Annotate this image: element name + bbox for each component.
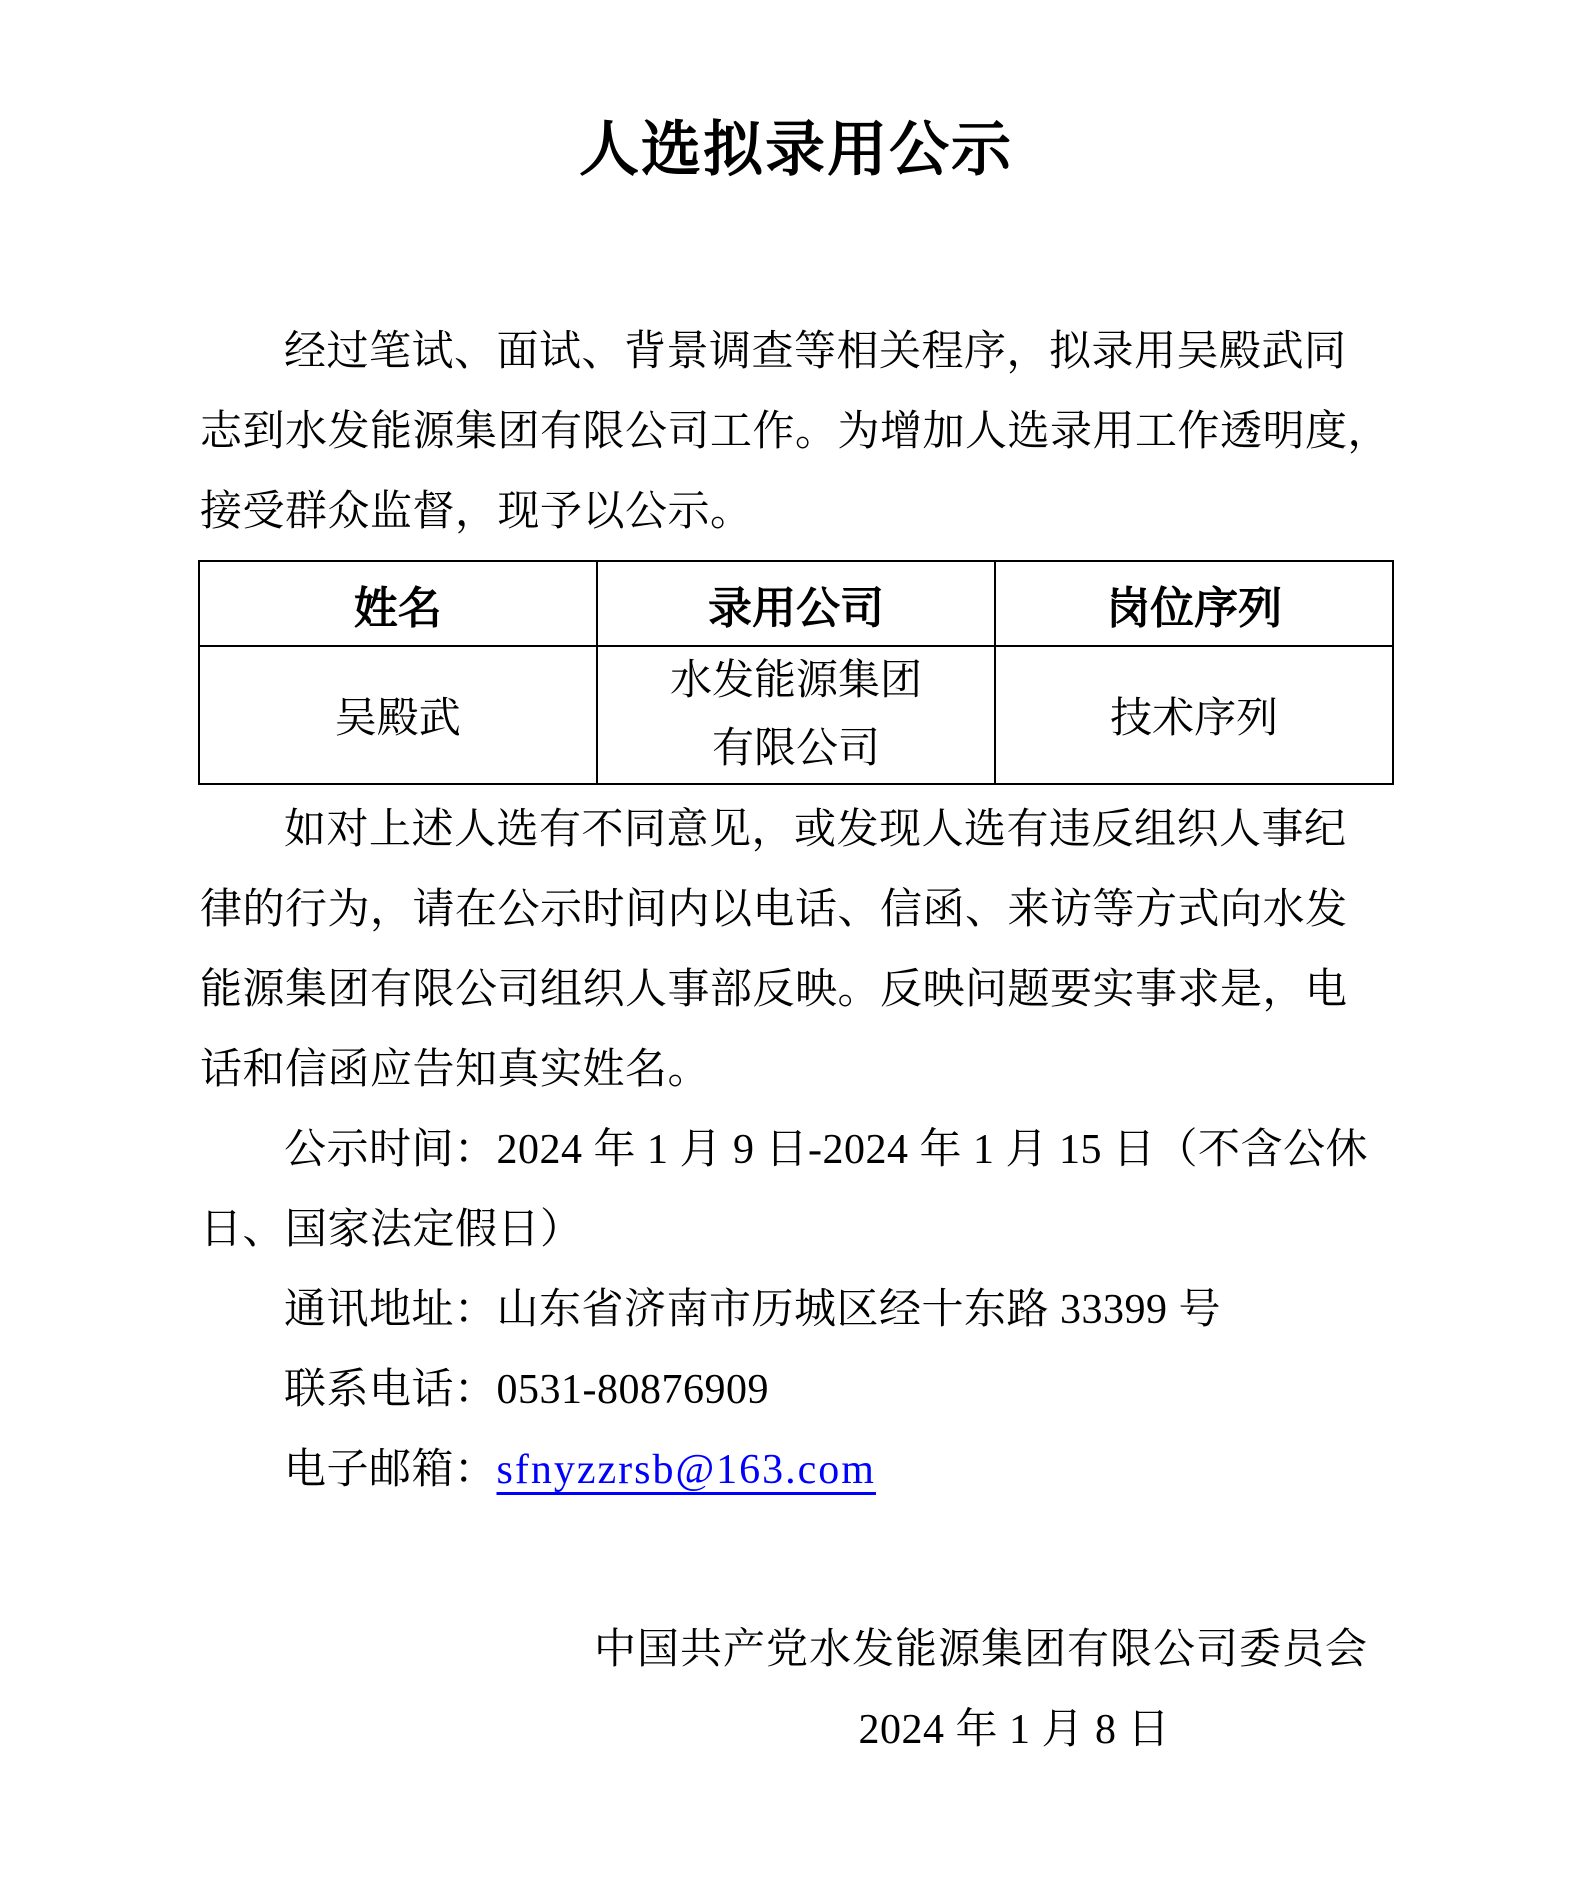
text-line: 日、国家法定假日） — [200, 1207, 583, 1253]
text-line: 能源集团有限公司组织人事部反映。反映问题要实事求是，电 — [200, 967, 1348, 1013]
text-line: 经过笔试、面试、背景调查等相关程序，拟录用吴殿武同 — [284, 329, 1347, 375]
email-label: 电子邮箱： — [284, 1447, 497, 1493]
text-line: 律的行为，请在公示时间内以电话、信函、来访等方式向水发 — [200, 887, 1348, 933]
header-position-series: 岗位序列 — [995, 561, 1393, 646]
paragraph-objection — [200, 790, 1392, 1110]
address-label: 通讯地址： — [284, 1287, 497, 1333]
cell-company — [597, 646, 996, 784]
phone-value: 0531-80876909 — [496, 1367, 770, 1413]
text-line: 如对上述人选有不同意见，或发现人选有违反组织人事纪 — [284, 807, 1347, 853]
cell-position-series: 技术序列 — [995, 646, 1393, 784]
contact-address-line — [200, 1270, 1392, 1350]
header-name: 姓名 — [199, 561, 597, 646]
contact-phone-line — [200, 1350, 1392, 1430]
text-line: 公示时间：2024 年 1 月 9 日-2024 年 1 月 15 日（不含公休 — [284, 1127, 1368, 1173]
phone-label: 联系电话： — [284, 1367, 497, 1413]
header-company: 录用公司 — [597, 561, 996, 646]
paragraph-publicity-period — [200, 1110, 1392, 1270]
candidate-table — [198, 560, 1394, 785]
signature-org: 中国共产党水发能源集团有限公司委员会 — [593, 1627, 1368, 1673]
address-value: 山东省济南市历城区经十东路 33399 号 — [496, 1287, 1222, 1333]
contact-email-line — [200, 1430, 1392, 1510]
signature-org-line — [200, 1610, 1392, 1690]
signature-date-line — [200, 1690, 1392, 1770]
table-header-row — [199, 561, 1393, 646]
signature-date: 2024 年 1 月 8 日 — [858, 1707, 1170, 1753]
email-link[interactable]: sfnyzzrsb@163.com — [496, 1447, 876, 1493]
paragraph-intro — [200, 312, 1392, 552]
company-line: 水发能源集团 — [669, 658, 922, 704]
text-line: 接受群众监督，现予以公示。 — [200, 489, 753, 535]
table-row — [199, 646, 1393, 784]
page-title: 人选拟录用公示 — [579, 117, 1013, 183]
text-line: 话和信函应告知真实姓名。 — [200, 1047, 711, 1093]
cell-name: 吴殿武 — [199, 646, 597, 784]
company-line: 有限公司 — [711, 726, 880, 772]
text-line: 志到水发能源集团有限公司工作。为增加人选录用工作透明度， — [200, 409, 1391, 455]
